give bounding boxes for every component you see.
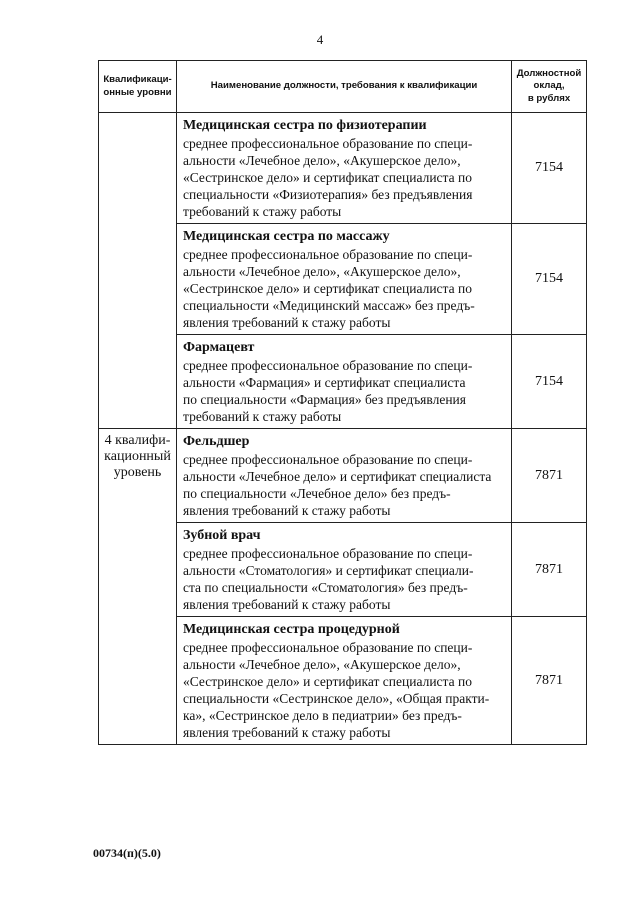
position-cell [177,429,512,523]
table-header-row [99,61,587,113]
position-cell [177,224,512,335]
salary-cell: 7154 [512,224,587,335]
position-requirements: среднее профессиональное образование по специ- альности «Лечебное дело» и сертификат специалиста по специальности «Лечебное дело» без предъ- явления требований к стажу работы [183,452,492,518]
header-level: Квалификаци- онные уровни [99,61,177,113]
position-title: Зубной врач [183,528,261,543]
document-code: 00734(п)(5.0) [93,846,161,860]
position-title: Медицинская сестра по физиотерапии [183,118,427,133]
position-title: Медицинская сестра по массажу [183,229,390,244]
salary-cell: 7154 [512,113,587,224]
position-requirements: среднее профессиональное образование по специ- альности «Лечебное дело», «Акушерское дело», «Сестринское дело» и сертификат специалиста по специальности «Медицинский массаж» без предъ- явления требований к стажу работы [183,247,475,330]
position-title: Фельдшер [183,434,250,449]
position-requirements: среднее профессиональное образование по специ- альности «Лечебное дело», «Акушерское дело», «Сестринское дело» и сертификат специалиста по специальности «Сестринское дело», «Общая практи- ка», «Сестринское дело в педиатрии» без предъ- явления требований к стажу работы [183,640,490,740]
salary-cell: 7871 [512,617,587,745]
header-salary: Должностной оклад, в рублях [512,61,587,113]
position-cell [177,113,512,224]
position-cell [177,617,512,745]
position-title: Медицинская сестра процедурной [183,622,400,637]
position-cell [177,523,512,617]
header-position: Наименование должности, требования к квалификации [177,61,512,113]
salary-cell: 7154 [512,335,587,429]
position-title: Фармацевт [183,340,255,355]
position-requirements: среднее профессиональное образование по специ- альности «Фармация» и сертификат специалиста по специальности «Фармация» без предъявления требований к стажу работы [183,358,473,424]
page-number: 4 [316,32,324,47]
salary-cell: 7871 [512,429,587,523]
table-row [99,113,587,224]
table-row [99,429,587,523]
level-cell-4: 4 квалифи- кационный уровень [99,429,177,745]
position-requirements: среднее профессиональное образование по специ- альности «Стоматология» и сертификат специали- ста по специальности «Стоматология» без предъ- явления требований к стажу работы [183,546,474,612]
level-cell-3 [99,113,177,429]
salary-cell: 7871 [512,523,587,617]
qualification-table [98,60,587,745]
position-cell [177,335,512,429]
position-requirements: среднее профессиональное образование по специ- альности «Лечебное дело», «Акушерское дело», «Сестринское дело» и сертификат специалиста по специальности «Физиотерапия» без предъявления требований к стажу работы [183,136,473,219]
